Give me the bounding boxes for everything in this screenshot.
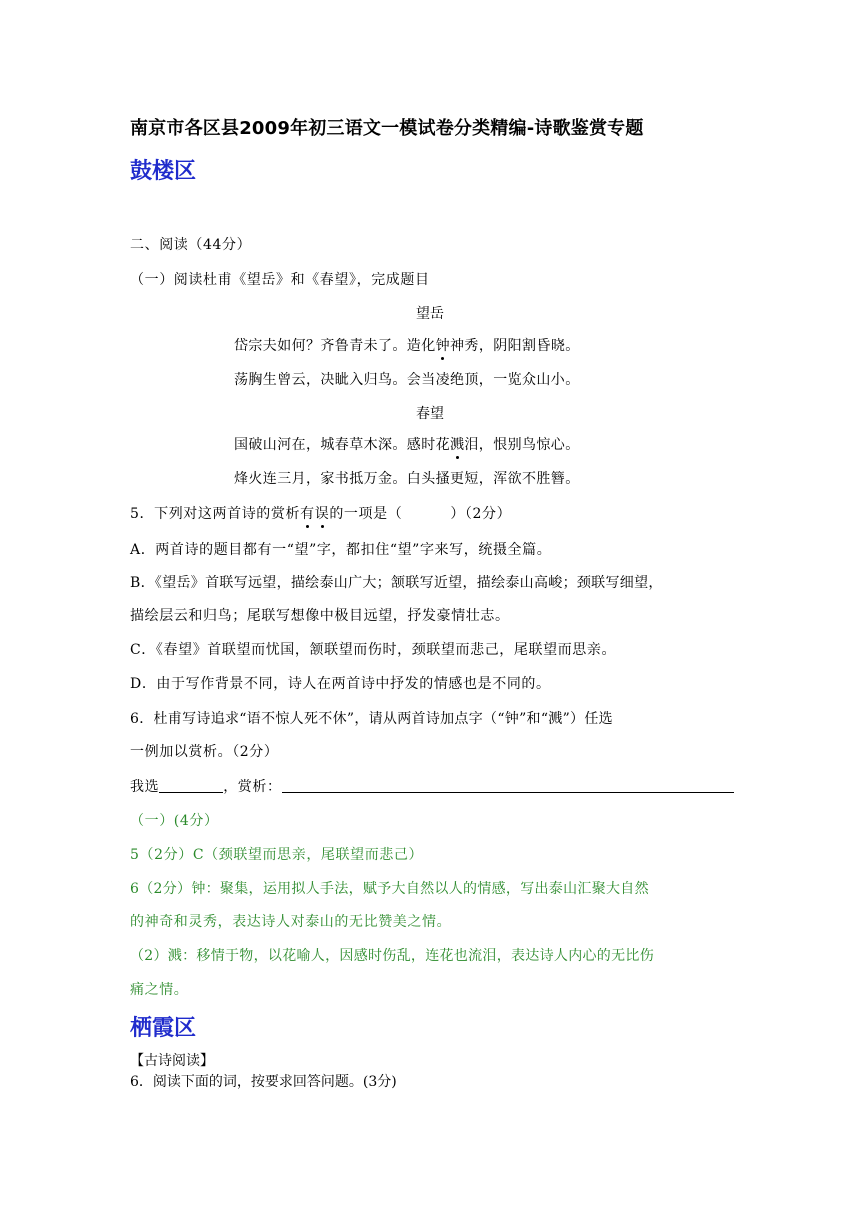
answer-q5: 5（2分）C（颈联望而思亲，尾联望而悲己） [130,847,424,863]
question-6-answer-row [130,777,734,797]
poem-title-wangyue: 望岳 [416,306,444,322]
poem1-line1 [234,336,580,356]
poem2-line2: 烽火连三月，家书抵万金。白头搔更短，浑欲不胜簪。 [234,471,580,487]
dotted-char-you: 有 [300,506,315,522]
ancient-poetry-heading: 【古诗阅读】 [130,1053,214,1069]
dotted-char-zhong: 钟 [435,338,451,354]
district-heading-gulou: 鼓楼区 [130,159,197,184]
q5-option-a: A．两首诗的题目都有一“望”字，都扣住“望”字来写，统摄全篇。 [130,542,552,558]
q5-stem-c: ）（2分） [450,506,512,522]
document-title: 南京市各区县2009年初三语文一模试卷分类精编-诗歌鉴赏专题 [130,118,644,139]
q5-option-b-line2: 描绘层云和归鸟；尾联写想像中极目远望，抒发豪情壮志。 [130,608,510,624]
poem1-line1-text-a: 岱宗夫如何？齐鲁青未了。造化 [234,338,436,354]
question-5-stem [130,504,511,524]
q5-option-c: C．《春望》首联望而忧国，颔联望而伤时，颈联望而悲己，尾联望而思亲。 [130,642,617,658]
question-6-line2: 一例加以赏析。（2分） [130,744,279,760]
q5-stem-a: 5．下列对这两首诗的赏析 [130,506,301,522]
choose-label: 我选 [130,779,160,795]
dotted-char-wu: 误 [314,506,330,522]
answer-q6-part2-line1: （2）溅：移情于物，以花喻人，因感时伤乱，连花也流泪，表达诗人内心的无比伤 [130,948,655,964]
question-6b: 6．阅读下面的词，按要求回答问题。(3分) [130,1074,397,1090]
answer-q6-part2-line2: 痛之情。 [130,982,189,998]
choice-blank[interactable] [159,778,223,793]
poem2-line1-text-b: 泪，恨别鸟惊心。 [464,437,580,453]
q5-option-d: D．由于写作背景不同，诗人在两首诗中抒发的情感也是不同的。 [130,676,551,692]
poem-title-chunwang: 春望 [416,406,444,422]
section-heading: 二、阅读（44分） [130,237,252,253]
answer-q6-line1: 6（2分）钟：聚集，运用拟人手法，赋予大自然以人的情感，写出泰山汇聚大自然 [130,881,649,897]
answer-section-header: （一）(4分） [130,813,219,829]
answer-q6-line2: 的神奇和灵秀，表达诗人对泰山的无比赞美之情。 [130,914,452,930]
q5-stem-b: 的一项是（ [329,506,403,522]
district-heading-qixia: 栖霞区 [130,1016,197,1041]
q5-option-b-line1: B．《望岳》首联写远望，描绘泰山广大；颔联写近望，描绘泰山高峻；颈联写细望， [130,575,663,591]
reading-intro: （一）阅读杜甫《望岳》和《春望》，完成题目 [130,272,430,288]
poem1-line1-text-b: 神秀，阴阳割昏晓。 [450,338,580,354]
poem2-line1-text-a: 国破山河在，城春草木深。感时花 [234,437,450,453]
question-6-line1: 6．杜甫写诗追求“语不惊人死不休”，请从两首诗加点字（“钟”和“溅”）任选 [130,711,613,727]
poem1-line2: 荡胸生曾云，决眦入归鸟。会当凌绝顶，一览众山小。 [234,372,580,388]
dotted-char-jian: 溅 [450,437,465,453]
analysis-label: ，赏析： [223,779,282,795]
poem2-line1 [234,435,580,455]
analysis-blank[interactable] [282,778,734,793]
